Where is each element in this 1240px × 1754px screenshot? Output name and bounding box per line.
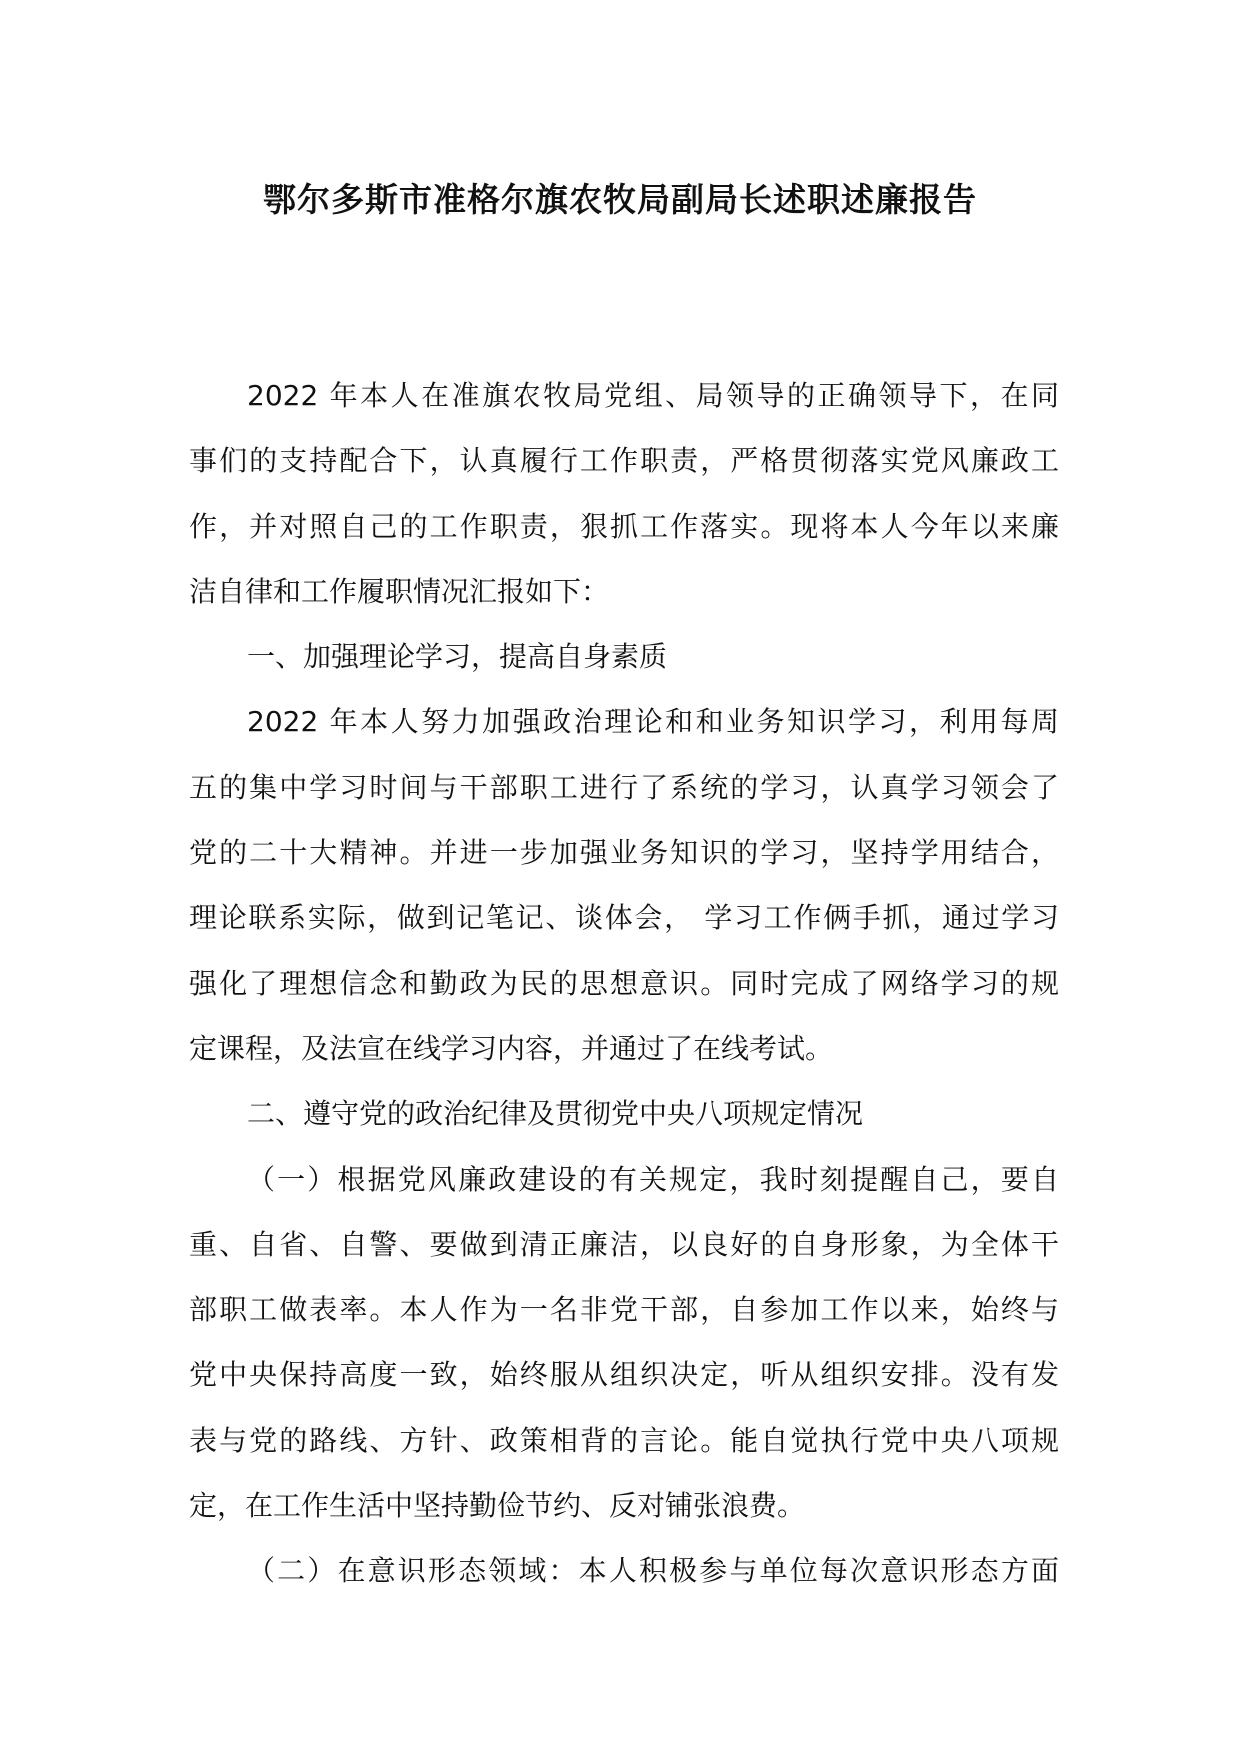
text-line: （二）在意识形态领域：本人积极参与单位每次意识形态方面 xyxy=(247,1554,1059,1588)
text-line: 洁自律和工作履职情况汇报如下： xyxy=(189,574,610,608)
text-line: 定，在工作生活中坚持勤俭节约、反对铺张浪费。 xyxy=(189,1489,806,1523)
text-line: 作，并对照自己的工作职责，狠抓工作落实。现将本人今年以来廉 xyxy=(189,509,1059,543)
text-line: 党中央保持高度一致，始终服从组织决定，听从组织安排。没有发 xyxy=(189,1358,1059,1392)
text-line: 2022 年本人努力加强政治理论和和业务知识学习，利用每周 xyxy=(247,705,1059,739)
paragraph xyxy=(189,1156,1059,1548)
document-body xyxy=(189,372,1059,1613)
document-title: 鄂尔多斯市准格尔旗农牧局副局长述职述廉报告 xyxy=(263,180,977,219)
text-line: 一、加强理论学习，提高自身素质 xyxy=(247,640,668,674)
text-line: 部职工做表率。本人作为一名非党干部，自参加工作以来，始终与 xyxy=(189,1293,1059,1327)
section-heading xyxy=(189,1090,1059,1155)
text-line: 定课程，及法宣在线学习内容，并通过了在线考试。 xyxy=(189,1031,834,1065)
section-heading xyxy=(189,633,1059,698)
text-line: 二、遵守党的政治纪律及贯彻党中央八项规定情况 xyxy=(247,1097,864,1131)
text-line: 五的集中学习时间与干部职工进行了系统的学习，认真学习领会了 xyxy=(189,770,1059,804)
text-line: 理论联系实际，做到记笔记、谈体会， 学习工作俩手抓，通过学习 xyxy=(189,901,1059,935)
text-line: 2022 年本人在准旗农牧局党组、局领导的正确领导下，在同 xyxy=(247,379,1059,412)
text-line: 事们的支持配合下，认真履行工作职责，严格贯彻落实党风廉政工 xyxy=(189,444,1059,478)
text-line: （一）根据党风廉政建设的有关规定，我时刻提醒自己，要自 xyxy=(247,1162,1059,1196)
text-line: 表与党的路线、方针、政策相背的言论。能自觉执行党中央八项规 xyxy=(189,1423,1059,1457)
text-line: 党的二十大精神。并进一步加强业务知识的学习，坚持学用结合， xyxy=(189,836,1059,870)
text-line: 重、自省、自警、要做到清正廉洁，以良好的自身形象，为全体干 xyxy=(189,1227,1059,1261)
paragraph xyxy=(189,1547,1059,1612)
paragraph xyxy=(189,698,1059,1090)
paragraph xyxy=(189,372,1059,633)
text-line: 强化了理想信念和勤政为民的思想意识。同时完成了网络学习的规 xyxy=(189,966,1059,1000)
